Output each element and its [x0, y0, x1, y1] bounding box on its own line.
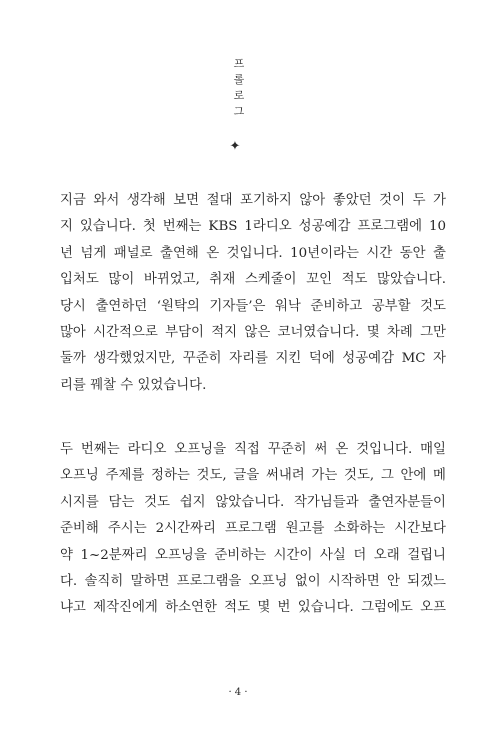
chapter-title	[232, 56, 246, 120]
paragraph-line: 둘까 생각했었지만, 꾸준히 자리를 지킨 덕에 성공예감 MC 자	[60, 351, 446, 367]
paragraph-line: 냐고 제작진에게 하소연한 적도 몇 번 있습니다. 그럼에도 오프	[60, 600, 446, 616]
paragraph-line: 년 넘게 패널로 출연해 온 것입니다. 10년이라는 시간 동안 출	[60, 245, 446, 261]
paragraph-line: 지금 와서 생각해 보면 절대 포기하지 않아 좋았던 것이 두 가	[60, 193, 446, 208]
chapter-title-char: 롤	[233, 73, 245, 86]
chapter-title-char: 로	[233, 89, 245, 102]
body-paragraph	[60, 188, 446, 399]
paragraph-line: 다. 솔직히 말하면 프로그램을 오프닝 없이 시작하면 안 되겠느	[60, 573, 446, 589]
paragraph-line: 오프닝 주제를 정하는 것도, 글을 써내려 가는 것도, 그 안에 메	[60, 468, 446, 484]
paragraph-line: 당시 출연하던 ‘원탁의 기자들’은 워낙 준비하고 공부할 것도	[60, 298, 446, 314]
paragraph-line: 시지를 담는 것도 쉽지 않았습니다. 작가님들과 출연자분들이	[60, 494, 446, 510]
paragraph-line: 리를 꿰찰 수 있었습니다.	[60, 377, 207, 393]
paragraph-line: 입처도 많이 바뀌었고, 취재 스케줄이 꼬인 적도 많았습니다.	[60, 272, 446, 288]
paragraph-line: 준비해 주시는 2시간짜리 프로그램 원고를 소화하는 시간보다	[60, 521, 446, 537]
paragraph-line: 많아 시간적으로 부담이 적지 않은 코너였습니다. 몇 차례 그만	[60, 324, 446, 340]
paragraph-line: 약 1~2분짜리 오프닝을 준비하는 시간이 사실 더 오래 걸립니	[60, 547, 446, 563]
ornament-diamond-icon: ✦	[229, 139, 241, 154]
body-paragraph	[60, 437, 446, 622]
paragraph-line: 지 있습니다. 첫 번째는 KBS 1라디오 성공예감 프로그램에 10	[60, 219, 446, 235]
chapter-title-char: 그	[233, 105, 245, 118]
chapter-title-char: 프	[233, 57, 245, 70]
paragraph-line: 두 번째는 라디오 오프닝을 직접 꾸준히 써 온 것입니다. 매일	[60, 442, 446, 457]
page-number: · 4 ·	[228, 687, 248, 698]
